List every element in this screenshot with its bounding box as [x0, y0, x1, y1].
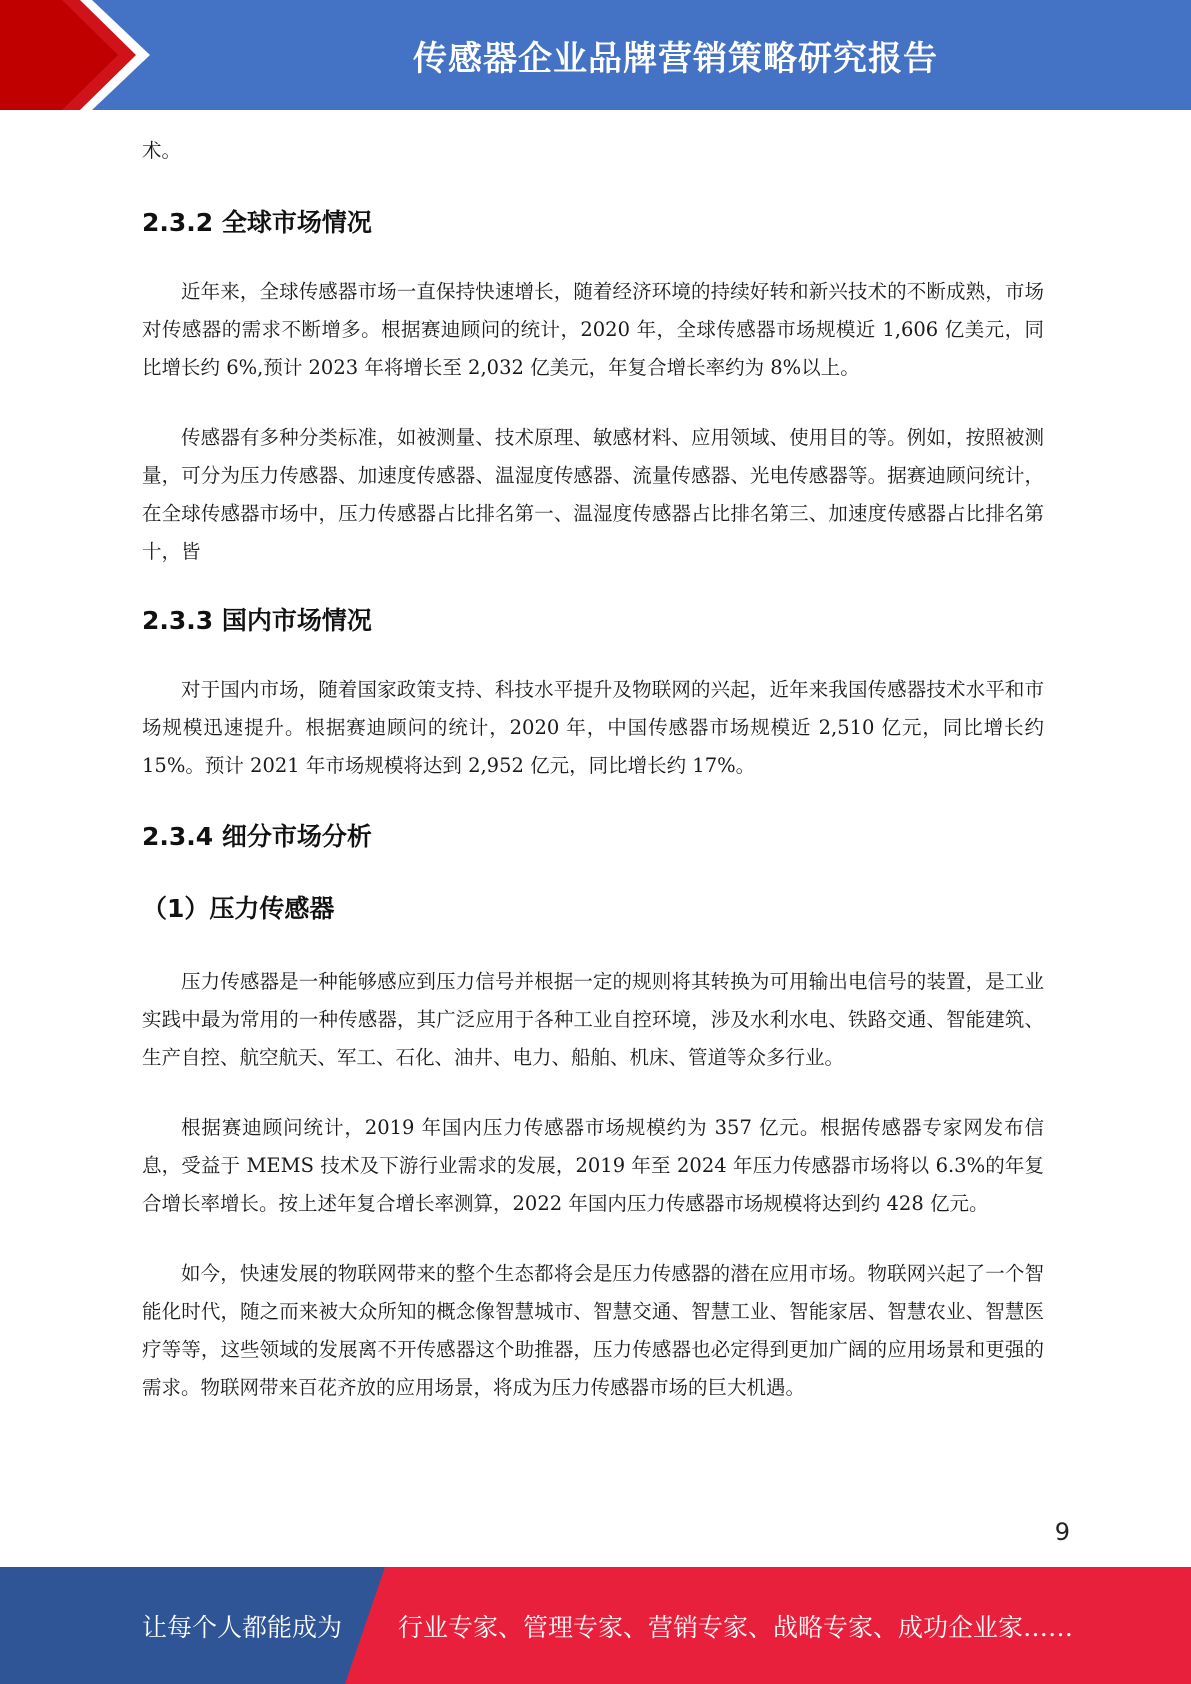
footer-slogan-right: 行业专家、管理专家、营销专家、战略专家、成功企业家……	[398, 1612, 1074, 1642]
continuation-text: 术。	[142, 139, 182, 162]
report-title: 传感器企业品牌营销策略研究报告	[413, 38, 938, 79]
page-content	[142, 132, 1044, 1407]
page-footer	[0, 1567, 1191, 1684]
footer-slogan-left: 让每个人都能成为	[142, 1612, 343, 1642]
paragraph: 根据赛迪顾问统计，2019 年国内压力传感器市场规模约为 357 亿元。根据传感器专家网发布信息，受益于 MEMS 技术及下游行业需求的发展，2019 年至 2024 年压力传感器市场将以 6.3%的年复合增长率增长。按上述年复合增长率测算，2022 年国内压力传感器市场规模将达到约 428 亿元。	[142, 1116, 1044, 1215]
paragraph: 近年来，全球传感器市场一直保持快速增长，随着经济环境的持续好转和新兴技术的不断成熟，市场对传感器的需求不断增多。根据赛迪顾问的统计，2020 年，全球传感器市场规模近 1,606 亿美元，同比增长约 6%,预计 2023 年将增长至 2,032 亿美元，年复合增长率约为 8%以上。	[142, 280, 1044, 379]
subsection-heading: （1）压力传感器	[142, 894, 335, 923]
paragraph: 传感器有多种分类标准，如被测量、技术原理、敏感材料、应用领域、使用目的等。例如，按照被测量，可分为压力传感器、加速度传感器、温湿度传感器、流量传感器、光电传感器等。据赛迪顾问统计，在全球传感器市场中，压力传感器占比排名第一、温湿度传感器占比排名第三、加速度传感器占比排名第十，皆	[142, 426, 1044, 563]
section-heading-2-3-2: 2.3.2 全球市场情况	[142, 208, 372, 237]
header-arrow-decoration	[0, 0, 160, 110]
section-heading-2-3-3: 2.3.3 国内市场情况	[142, 606, 372, 635]
section-heading-2-3-4: 2.3.4 细分市场分析	[142, 822, 372, 851]
paragraph: 如今，快速发展的物联网带来的整个生态都将会是压力传感器的潜在应用市场。物联网兴起了一个智能化时代，随之而来被大众所知的概念像智慧城市、智慧交通、智慧工业、智能家居、智慧农业、智慧医疗等等，这些领域的发展离不开传感器这个助推器，压力传感器也必定得到更加广阔的应用场景和更强的需求。物联网带来百花齐放的应用场景，将成为压力传感器市场的巨大机遇。	[142, 1262, 1044, 1399]
paragraph: 对于国内市场，随着国家政策支持、科技水平提升及物联网的兴起，近年来我国传感器技术水平和市场规模迅速提升。根据赛迪顾问的统计，2020 年，中国传感器市场规模近 2,510 亿元，同比增长约 15%。预计 2021 年市场规模将达到 2,952 亿元，同比增长约 17%。	[142, 678, 1044, 777]
paragraph: 压力传感器是一种能够感应到压力信号并根据一定的规则将其转换为可用输出电信号的装置，是工业实践中最为常用的一种传感器，其广泛应用于各种工业自控环境，涉及水利水电、铁路交通、智能建筑、生产自控、航空航天、军工、石化、油井、电力、船舶、机床、管道等众多行业。	[142, 970, 1044, 1069]
page-header	[0, 0, 1191, 110]
page-number: 9	[1054, 1518, 1070, 1546]
